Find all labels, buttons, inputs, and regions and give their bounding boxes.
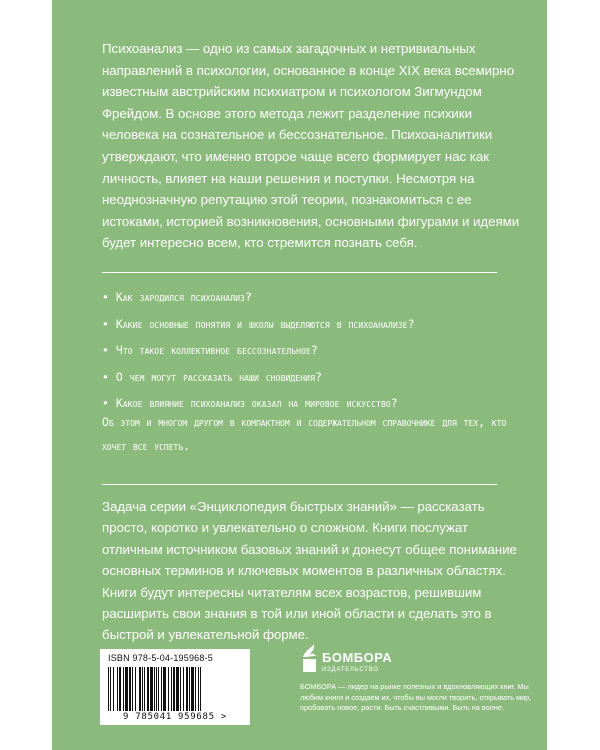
barcode-bar bbox=[158, 667, 159, 711]
top-divider bbox=[102, 272, 497, 273]
barcode-bar bbox=[139, 667, 141, 711]
barcode-bar bbox=[186, 667, 188, 711]
barcode-bar bbox=[168, 667, 169, 711]
barcode-number: 9 785041 959685 > bbox=[122, 712, 227, 722]
barcode-bar bbox=[147, 667, 149, 711]
publisher-logo bbox=[300, 643, 410, 683]
back-cover bbox=[52, 0, 547, 750]
closing-statement: Об этом и многом другом в компактном и содержательном справочнике для тех, кто хочет все успеть. bbox=[102, 415, 507, 453]
barcode-bar bbox=[198, 667, 199, 711]
barcode-bar bbox=[129, 667, 131, 711]
barcode-bar bbox=[135, 667, 136, 711]
barcode-bar bbox=[144, 667, 145, 711]
question-item: • Какое влияние психоанализ оказал на мировое искусство? bbox=[102, 396, 398, 410]
barcode-bar bbox=[189, 667, 190, 711]
barcode-bar bbox=[132, 667, 133, 711]
barcode-bar bbox=[110, 667, 111, 711]
barcode-bar bbox=[142, 667, 143, 711]
barcode-bar bbox=[163, 667, 166, 711]
barcode-bar bbox=[117, 667, 118, 711]
barcode-bar bbox=[119, 667, 121, 711]
barcode-bar bbox=[191, 667, 194, 711]
logo-subtitle: ИЗДАТЕЛЬСТВО bbox=[322, 667, 379, 673]
barcode-bar bbox=[161, 667, 162, 711]
bottom-divider bbox=[102, 484, 497, 485]
barcode-bar bbox=[183, 667, 184, 711]
question-item: • Какие основные понятия и школы выделяются в психоанализе? bbox=[102, 316, 415, 331]
question-item: • О чем могут рассказать наши сновидения? bbox=[102, 369, 322, 384]
barcode-bar bbox=[125, 667, 128, 711]
barcode-bar bbox=[108, 667, 109, 711]
intro-paragraph: Психоанализ — одно из самых загадочных и нетривиальных направлений в психологии, основанное в конце XIX века всемирно известным австрийским психиатром и психологом Зигмундом Фрейдом. В основе этого метода лежит разделение психики человека на сознательное и бессознательное. Психоаналитики утверждают, что именно второе чаще всего формирует нас как личность, влияет на наши решения и поступки. Несмотря на неоднозначную репутацию этой теории, познакомиться с ее истоками, историей возникновения, основными фигурами и идеями будет интересно всем, кто стремится познать себя. bbox=[102, 41, 520, 251]
barcode-bar bbox=[123, 667, 124, 711]
barcode-bar bbox=[171, 667, 172, 711]
question-item: • Что такое коллективное бессознательное? bbox=[102, 343, 318, 357]
barcode-bar bbox=[176, 667, 179, 711]
barcode-bars bbox=[108, 667, 242, 711]
barcode-bar bbox=[200, 667, 201, 711]
barcode-bar bbox=[195, 667, 196, 711]
isbn-label: ISBN 978-5-04-195968-5 bbox=[108, 653, 213, 663]
barcode-bar bbox=[150, 667, 153, 711]
barcode-bar bbox=[173, 667, 175, 711]
barcode-block bbox=[100, 649, 250, 725]
barcode-bar bbox=[113, 667, 114, 711]
barcode-bar bbox=[154, 667, 155, 711]
series-description: Задача серии «Энциклопедия быстрых знаний» — рассказать просто, коротко и увлекательно о сложном. Книги послужат отличным источником базовых знаний и донесут общее понимание основных терминов и ключевых моментов в различных областях. Книги будут интересны читателям всех возрастов, решившим расширить свои знания в той или иной области и сделать это в быстрой и увлекательной форме. bbox=[102, 499, 517, 643]
question-item: • Как зародился психоанализ? bbox=[102, 290, 252, 304]
question-list bbox=[102, 284, 502, 417]
bombora-wave-icon bbox=[300, 643, 318, 675]
barcode-bar bbox=[156, 667, 157, 711]
logo-name: БОМБОРА bbox=[322, 650, 393, 665]
publisher-description: БОМБОРА — лидер на рынке полезных и вдохновляющих книг. Мы любим книги и создаем их, чтобы вы могли творить, открывать мир, пробовать новое, расти. Быть счастливыми. Быть на волне. bbox=[300, 682, 532, 713]
barcode-bar bbox=[180, 667, 181, 711]
